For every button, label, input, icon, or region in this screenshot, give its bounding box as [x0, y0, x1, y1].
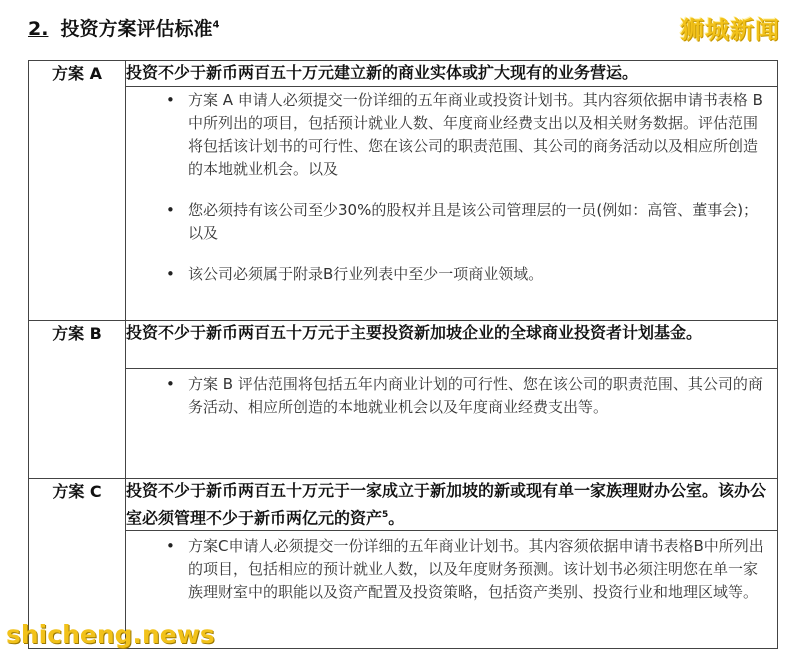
watermark-logo-top: 狮城新闻 [680, 16, 780, 44]
scheme-b-details [126, 369, 778, 479]
scheme-c-title [126, 479, 778, 531]
section-number: 2. [28, 18, 49, 40]
list-item: • 方案 B 评估范围将包括五年内商业计划的可行性、您在该公司的职责范围、其公司的商务活动、相应所创造的本地就业机会以及年度商业经费支出等。 [166, 373, 765, 419]
scheme-a-label: 方案 A [29, 61, 126, 321]
scheme-c-title-end: 。 [388, 508, 405, 528]
scheme-a-title-row [29, 61, 778, 87]
criteria-table [28, 60, 778, 649]
scheme-c-details [126, 531, 778, 649]
scheme-b-title-row [29, 321, 778, 369]
scheme-c-title-text: 投资不少于新币两百五十万元于一家成立于新加坡的新或现有单一家族理财办公室。该办公室必须管理不少于新币两亿元的资产 [126, 481, 767, 528]
footnote-marker: 4 [212, 19, 220, 31]
list-item: • 方案 A 申请人必须提交一份详细的五年商业或投资计划书。其内容须依据申请书表格 B 中所列出的项目，包括预计就业人数、年度商业经费支出以及相关财务数据。评估范围将包括该计划书的可行性、您在该公司的职责范围、其公司的商务活动以及相应所创造的本地就业机会。以及 [166, 89, 765, 181]
scheme-a-title: 投资不少于新币两百五十万元建立新的商业实体或扩大现有的业务营运。 [126, 61, 778, 87]
footnote-marker: 5 [382, 510, 389, 520]
list-item: • 该公司必须属于附录B行业列表中至少一项商业领域。 [166, 263, 765, 286]
section-title: 投资方案评估标准 [60, 18, 213, 40]
scheme-a-details [126, 87, 778, 321]
scheme-c-title-row [29, 479, 778, 531]
list-item: • 您必须持有该公司至少30%的股权并且是该公司管理层的一员(例如：高管、董事会)；以及 [166, 199, 765, 245]
scheme-b-label: 方案 B [29, 321, 126, 479]
list-item: • 方案C申请人必须提交一份详细的五年商业计划书。其内容须依据申请书表格B中所列出的项目，包括相应的预计就业人数，以及年度财务预测。该计划书必须注明您在单一家族理财室中的职能以及资产配置及投资策略，包括资产类别、投资行业和地理区域等。 [166, 535, 765, 604]
scheme-c-label: 方案 C [29, 479, 126, 649]
section-heading [28, 14, 219, 41]
scheme-b-detail-row [29, 369, 778, 479]
watermark-url-bottom: shicheng.news [6, 620, 215, 649]
scheme-b-title: 投资不少于新币两百五十万元于主要投资新加坡企业的全球商业投资者计划基金。 [126, 321, 778, 369]
scheme-a-detail-row [29, 87, 778, 321]
